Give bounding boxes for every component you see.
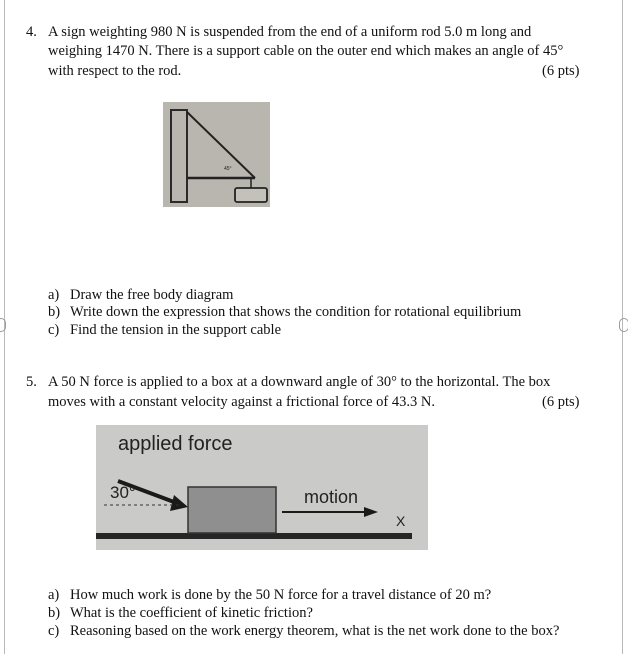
floor [96,533,412,539]
problem-5-part-c-letter: c) [48,623,60,639]
problem-4-text-line-3: with respect to the rod. [48,63,182,79]
problem-4-text-line-2: weighing 1470 N. There is a support cable on the outer end which makes an angle of 45° [48,43,564,59]
rod-cable-sign-diagram [163,102,270,207]
problem-5-part-a-letter: a) [48,587,60,603]
problem-5-part-b-letter: b) [48,605,61,621]
problem-5-text-line-2: moves with a constant velocity against a frictional force of 43.3 N. [48,394,435,410]
right-margin-hook [619,318,628,332]
angle-30-label: 30° [110,483,136,502]
problem-4-part-c: Find the tension in the support cable [70,322,282,338]
problem-4-part-a: Draw the free body diagram [70,287,234,303]
problem-5-part-a: How much work is done by the 50 N force for a travel distance of 20 m? [70,587,492,603]
problem-5-text-line-1: A 50 N force is applied to a box at a downward angle of 30° to the horizontal. The box [48,374,551,390]
problem-4-part-b: Write down the expression that shows the condition for rotational equilibrium [70,304,522,320]
problem-4-points: (6 pts) [542,63,580,79]
problem-5-part-c: Reasoning based on the work energy theorem, what is the net work done to the box? [70,623,560,639]
problem-4-figure [163,102,270,207]
problem-4-part-b-letter: b) [48,304,61,320]
problem-5-number: 5. [26,374,37,390]
problem-5-part-b: What is the coefficient of kinetic friction? [70,605,313,621]
x-axis-label: X [396,513,406,529]
problem-4-part-c-letter: c) [48,322,60,338]
sign-box [235,188,267,202]
problem-4-text-line-1: A sign weighting 980 N is suspended from the end of a uniform rod 5.0 m long and [48,24,532,40]
problem-4-part-a-letter: a) [48,287,60,303]
problem-5-points: (6 pts) [542,394,580,410]
angle-45-label: 45° [224,166,232,172]
applied-force-label: applied force [118,433,233,455]
problem-4-number: 4. [26,24,37,40]
motion-label: motion [304,487,359,507]
box [188,487,276,533]
problem-5-figure [96,425,428,550]
